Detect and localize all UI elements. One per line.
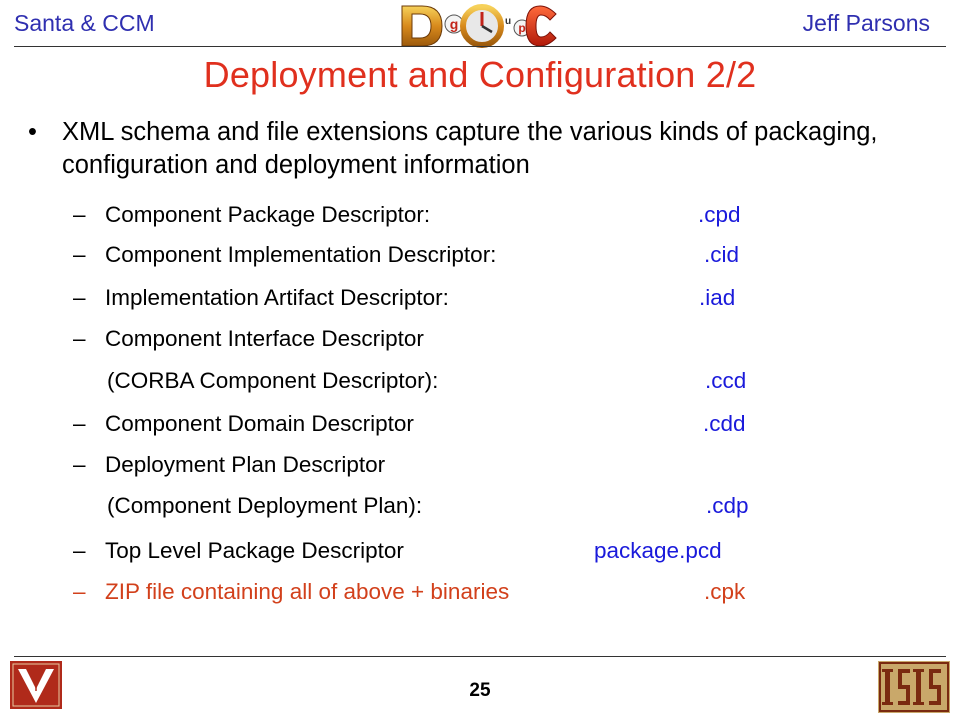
dash-symbol: – xyxy=(73,579,86,604)
page-number: 25 xyxy=(469,680,491,701)
descriptor-label: Component Package Descriptor: xyxy=(105,202,431,227)
list-item xyxy=(73,200,873,230)
list-item xyxy=(73,491,873,521)
file-extension: .cdd xyxy=(703,411,746,436)
descriptor-label: Component Domain Descriptor xyxy=(105,411,414,436)
logo-letter-p: p xyxy=(518,21,526,35)
descriptor-label: Deployment Plan Descriptor xyxy=(105,452,386,477)
logo-letter-g: g xyxy=(449,16,459,32)
list-item xyxy=(73,324,873,354)
footer-divider xyxy=(14,656,946,657)
dash-symbol: – xyxy=(73,242,86,267)
dash-symbol: – xyxy=(73,411,86,436)
dash-symbol: – xyxy=(73,202,86,227)
header-right-text: Jeff Parsons xyxy=(802,10,930,36)
file-extension: .cpk xyxy=(704,579,746,604)
file-extension: .ccd xyxy=(705,368,747,393)
slide-title: Deployment and Configuration 2/2 xyxy=(203,54,757,95)
list-item xyxy=(73,450,873,480)
bullet-text: XML schema and file extensions capture the various kinds of packaging, configuration and deployment information xyxy=(62,118,878,179)
descriptor-label: Component Interface Descriptor xyxy=(105,326,424,351)
file-extension: .cid xyxy=(704,242,740,267)
list-item-highlight xyxy=(73,577,873,607)
dash-symbol: – xyxy=(73,452,86,477)
header-divider xyxy=(14,46,946,47)
isis-logo xyxy=(878,661,950,713)
file-extension: .cpd xyxy=(698,202,741,227)
file-extension: .iad xyxy=(699,285,736,310)
descriptor-label: ZIP file containing all of above + binaries xyxy=(105,579,510,604)
descriptor-label: (CORBA Component Descriptor): xyxy=(107,368,439,393)
doc-group-logo xyxy=(398,2,560,50)
dash-symbol: – xyxy=(73,326,86,351)
descriptor-label: (Component Deployment Plan): xyxy=(107,493,423,518)
file-extension: .cdp xyxy=(706,493,749,518)
file-extension: package.pcd xyxy=(594,538,722,563)
list-item xyxy=(73,283,873,313)
descriptor-label: Top Level Package Descriptor xyxy=(105,538,404,563)
descriptor-label: Implementation Artifact Descriptor: xyxy=(105,285,449,310)
dash-symbol: – xyxy=(73,538,86,563)
dash-symbol: – xyxy=(73,285,86,310)
list-item xyxy=(73,409,873,439)
list-item xyxy=(73,240,873,270)
bullet-symbol: • xyxy=(28,118,37,146)
list-item xyxy=(73,536,873,566)
list-item xyxy=(73,366,873,396)
header-left-text: Santa & CCM xyxy=(14,10,155,36)
logo-letter-u: u xyxy=(504,16,512,27)
descriptor-label: Component Implementation Descriptor: xyxy=(105,242,497,267)
